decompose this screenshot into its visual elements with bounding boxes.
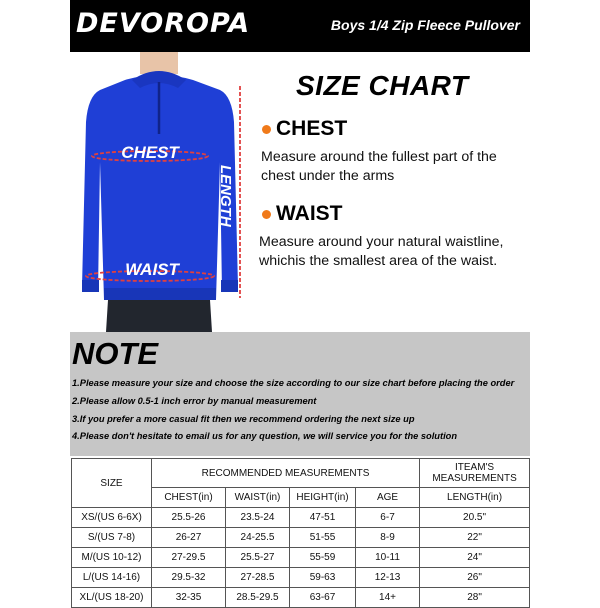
table-row — [72, 528, 530, 548]
chest-bullet — [262, 125, 271, 134]
size-header: SIZE — [72, 459, 152, 508]
table-cell: 24" — [420, 548, 530, 568]
waist-heading: WAIST — [276, 202, 343, 225]
note-title: NOTE — [72, 336, 159, 371]
column-header: CHEST(in) — [152, 488, 226, 508]
recommended-header: RECOMMENDED MEASUREMENTS — [152, 459, 420, 488]
table-cell: 28" — [420, 588, 530, 608]
model-illustration — [70, 52, 250, 332]
table-cell: 55-59 — [290, 548, 356, 568]
note-item: 1.Please measure your size and choose the size according to our size chart before placing the order — [72, 378, 515, 388]
table-cell: 10-11 — [356, 548, 420, 568]
table-cell: M/(US 10-12) — [72, 548, 152, 568]
table-cell: 29.5-32 — [152, 568, 226, 588]
table-cell: 28.5-29.5 — [226, 588, 290, 608]
chest-description-line: chest under the arms — [261, 168, 395, 184]
chest-description-line: Measure around the fullest part of the — [261, 149, 497, 165]
header-bar — [70, 0, 530, 52]
note-item: 2.Please allow 0.5-1 inch error by manual measurement — [72, 396, 317, 406]
hem-band — [104, 288, 216, 300]
waist-label: WAIST — [125, 260, 179, 279]
table-cell: 8-9 — [356, 528, 420, 548]
item-header-line: ITEAM'S — [454, 462, 495, 473]
table-cell: XS/(US 6-6X) — [72, 508, 152, 528]
table-row — [72, 548, 530, 568]
table-cell: L/(US 14-16) — [72, 568, 152, 588]
table-cell: 24-25.5 — [226, 528, 290, 548]
item-measurements-header — [420, 459, 530, 488]
column-header: WAIST(in) — [226, 488, 290, 508]
table-cell: 26-27 — [152, 528, 226, 548]
table-cell: XL/(US 18-20) — [72, 588, 152, 608]
column-header: LENGTH(in) — [420, 488, 530, 508]
table-cell: 27-28.5 — [226, 568, 290, 588]
neck — [140, 52, 178, 74]
table-cell: S/(US 7-8) — [72, 528, 152, 548]
table-cell: 32-35 — [152, 588, 226, 608]
table-cell: 22" — [420, 528, 530, 548]
table-cell: 26" — [420, 568, 530, 588]
note-item: 4.Please don't hesitate to email us for any question, we will service you for the solution — [72, 431, 458, 441]
table-cell: 27-29.5 — [152, 548, 226, 568]
table-cell: 59-63 — [290, 568, 356, 588]
product-title: Boys 1/4 Zip Fleece Pullover — [330, 17, 520, 33]
waist-description — [259, 233, 534, 271]
chest-label: CHEST — [121, 143, 179, 162]
column-header: AGE — [356, 488, 420, 508]
table-cell: 63-67 — [290, 588, 356, 608]
length-label: LENGTH — [217, 165, 234, 227]
pants — [106, 300, 212, 332]
table-cell: 25.5-26 — [152, 508, 226, 528]
table-cell: 25.5-27 — [226, 548, 290, 568]
table-cell: 51-55 — [290, 528, 356, 548]
column-header: HEIGHT(in) — [290, 488, 356, 508]
table-cell: 47-51 — [290, 508, 356, 528]
note-panel — [70, 332, 530, 456]
item-header-line: MEASUREMENTS — [432, 473, 517, 484]
chest-heading: CHEST — [276, 117, 348, 140]
size-chart-title: SIZE CHART — [296, 70, 469, 101]
chest-description — [261, 148, 536, 186]
waist-description-line: whichis the smallest area of the waist. — [259, 253, 498, 269]
table-row — [72, 568, 530, 588]
table-row — [72, 508, 530, 528]
table-cell: 14+ — [356, 588, 420, 608]
note-item: 3.If you prefer a more casual fit then we recommend ordering the next size up — [72, 414, 415, 424]
size-table — [71, 458, 530, 608]
waist-bullet — [262, 210, 271, 219]
table-cell: 12-13 — [356, 568, 420, 588]
brand-logo: DEVOROPA — [76, 8, 251, 39]
table-row — [72, 588, 530, 608]
table-cell: 23.5-24 — [226, 508, 290, 528]
waist-description-line: Measure around your natural waistline, — [259, 234, 504, 250]
table-cell: 20.5" — [420, 508, 530, 528]
table-cell: 6-7 — [356, 508, 420, 528]
